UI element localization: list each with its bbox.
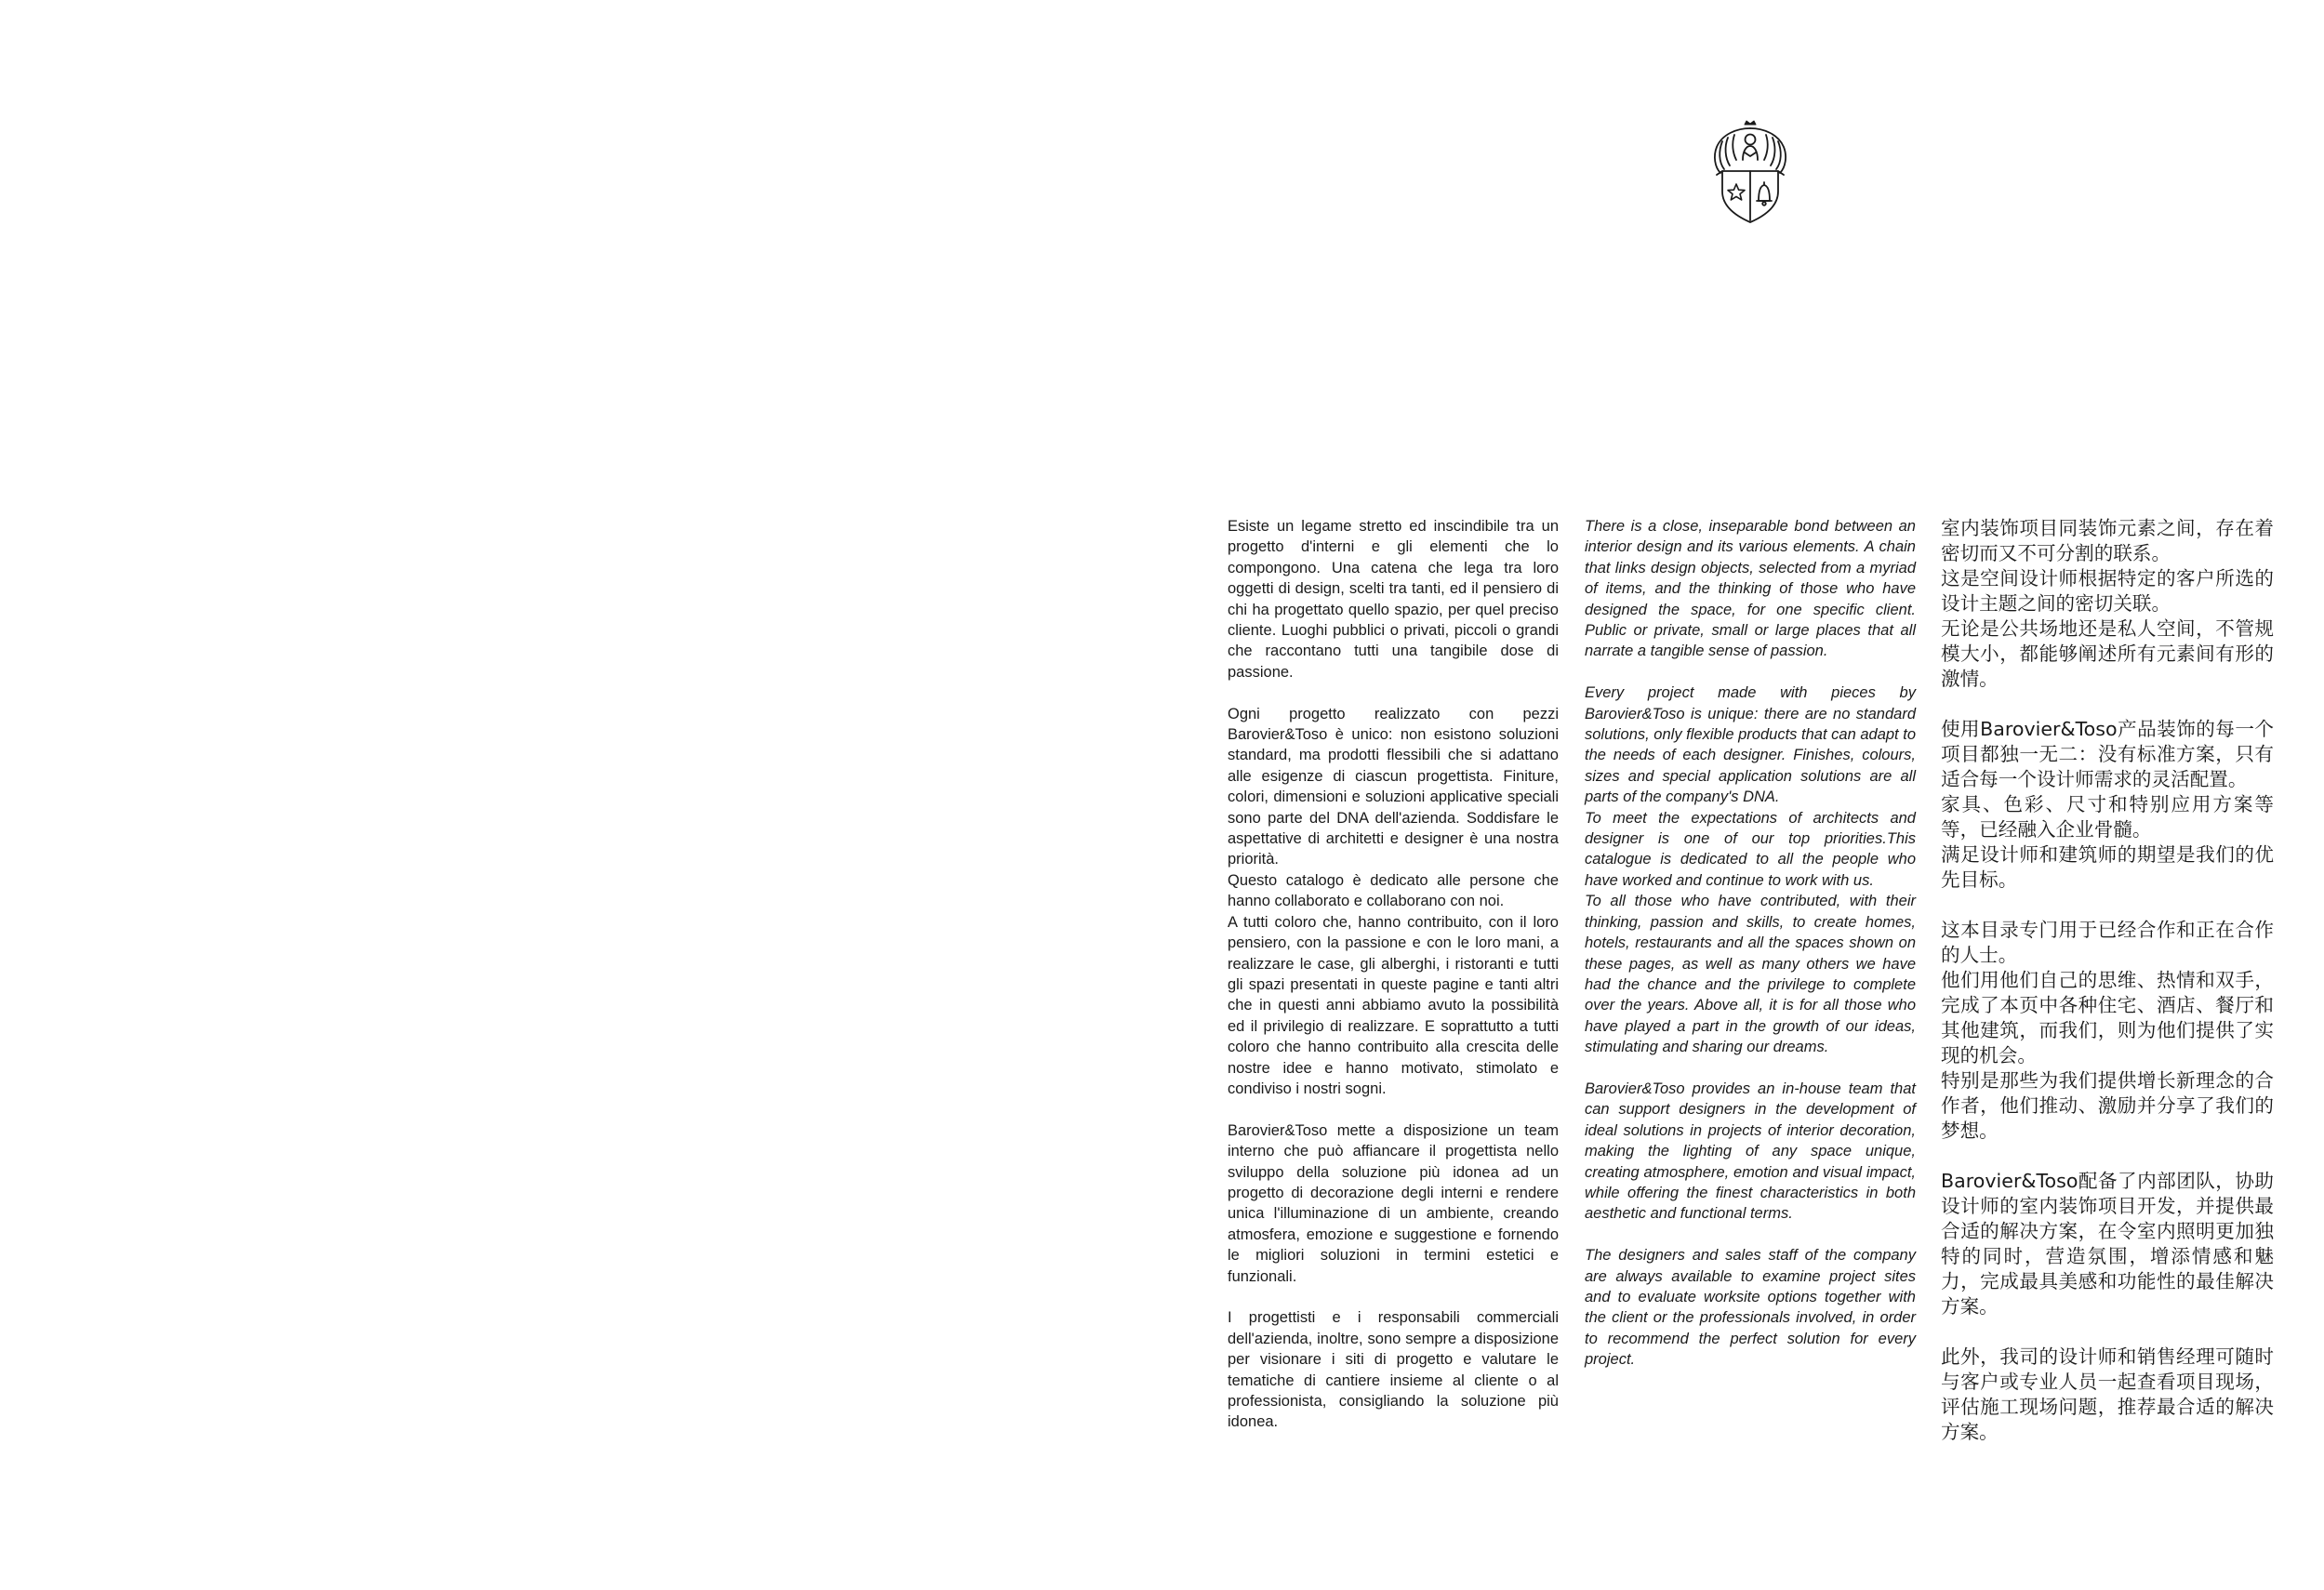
english-paragraph-4: The designers and sales staff of the company are always available to examine project sites and to evaluate worksite options together with the client or the professionals involved, in order to recommend the perfect solution for every project. [1585, 1247, 1916, 1369]
english-paragraph-3: Barovier&Toso provides an in-house team that can support designers in the development of ideal solutions in projects of interior decoration, making the lighting of any space unique, creating atmosphere, emotion and visual impact, while offering the finest characteristics in both aesthetic and functional terms. [1585, 1080, 1916, 1223]
english-paragraph-2: Every project made with pieces by Barovier&Toso is unique: there are no standard solutions, only flexible products that can adapt to the needs of each designer. Finishes, colours, sizes and special application solutions are all parts of the company's DNA. To meet the expectations of architects and designer is one of our top priorities.This catalogue is dedicated to all the people who have worked and continue to work with us. To all those who have contributed, with their thinking, passion and skills, to create homes, hotels, restaurants and all the spaces shown on these pages, as well as many others we have had the chance and the privilege to complete over the years. Above all, it is for all those who have played a part in the growth of our ideas, stimulating and sharing our dreams. [1585, 684, 1916, 1056]
english-text-column [1585, 516, 1916, 1371]
chinese-paragraph-5: 此外，我司的设计师和销售经理可随时与客户或专业人员一起查看项目现场，评估施工现场问题，推荐最合适的解决方案。 [1941, 1345, 2274, 1443]
coat-of-arms-logo-icon [1709, 119, 1791, 226]
italian-paragraph-3: Barovier&Toso mette a disposizione un team interno che può affiancare il progettista nello sviluppo della soluzione più idonea ad un progetto di decorazione degli interni e rendere unica l'illuminazione di un ambiente, creando atmosfera, emozione e suggestione e fornendo le migliori soluzioni in termini estetici e funzionali. [1228, 1121, 1559, 1285]
chinese-paragraph-4: Barovier&Toso配备了内部团队，协助设计师的室内装饰项目开发，并提供最合适的解决方案，在令室内照明更加独特的同时，营造氛围，增添情感和魅力，完成最具美感和功能性的最佳解决方案。 [1941, 1170, 2274, 1318]
chinese-text-column [1941, 516, 2274, 1445]
italian-paragraph-4: I progettisti e i responsabili commerciali dell'azienda, inoltre, sono sempre a disposizione per visionare i siti di progetto e valutare le tematiche di cantiere insieme al cliente o al professionista, consigliando la soluzione più idonea. [1228, 1309, 1559, 1431]
chinese-paragraph-3: 这本目录专门用于已经合作和正在合作的人士。 他们用他们自己的思维、热情和双手，完成了本页中各种住宅、酒店、餐厅和其他建筑，而我们，则为他们提供了实现的机会。 特别是那些为我们提供增长新理念的合作者，他们推动、激励并分享了我们的梦想。 [1941, 919, 2274, 1142]
chinese-paragraph-2: 使用Barovier&Toso产品装饰的每一个项目都独一无二：没有标准方案，只有适合每一个设计师需求的灵活配置。 家具、色彩、尺寸和特别应用方案等等，已经融入企业骨髓。 满足设计师和建筑师的期望是我们的优先目标。 [1941, 718, 2274, 891]
italian-paragraph-1: Esiste un legame stretto ed inscindibile tra un progetto d'interni e gli elementi che lo compongono. Una catena che lega tra loro oggetti di design, scelti tra tanti, ed il pensiero di chi ha progettato quello spazio, per quel preciso cliente. Luoghi pubblici o privati, piccoli o grandi che raccontano tutti una tangibile dose di passione. [1228, 518, 1559, 681]
chinese-paragraph-1: 室内装饰项目同装饰元素之间，存在着密切而又不可分割的联系。 这是空间设计师根据特定的客户所选的设计主题之间的密切关联。 无论是公共场地还是私人空间，不管规模大小，都能够阐述所有元素间有形的激情。 [1941, 517, 2274, 690]
italian-paragraph-2: Ogni progetto realizzato con pezzi Barovier&Toso è unico: non esistono soluzioni standard, ma prodotti flessibili che si adattano alle esigenze di ciascun progettista. Finiture, colori, dimensioni e soluzioni applicative speciali sono parte del DNA dell'azienda. Soddisfare le aspettative di architetti e designer è una nostra priorità. Questo catalogo è dedicato alle persone che hanno collaborato e collaborano con noi. A tutti coloro che, hanno contribuito, con il loro pensiero, con la passione e con le loro mani, a realizzare le case, gli alberghi, i ristoranti e tutti gli spazi presentati in queste pagine e tanti altri che in questi anni abbiamo avuto la possibilità ed il privilegio di realizzare. E soprattutto a tutti coloro che hanno contribuito alla crescita delle nostre idee e hanno motivato, stimolato e condiviso i nostri sogni. [1228, 705, 1559, 1097]
english-paragraph-1: There is a close, inseparable bond between an interior design and its various elements. A chain that links design objects, selected from a myriad of items, and the thinking of those who have designed the space, for one specific client. Public or private, small or large places that all narrate a tangible sense of passion. [1585, 518, 1916, 660]
italian-text-column [1228, 516, 1559, 1433]
